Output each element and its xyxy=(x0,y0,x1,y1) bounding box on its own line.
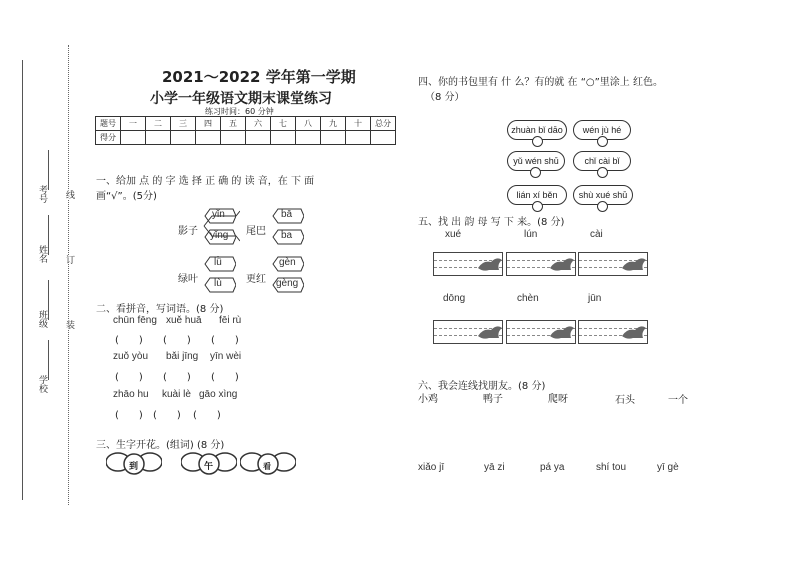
page-title: 小学一年级语文期末课堂练习 xyxy=(150,91,332,107)
q2-answer-bracket[interactable]: ( ) xyxy=(115,335,143,346)
binding-dotted-line xyxy=(68,45,69,505)
q1-option: yǐng xyxy=(210,230,229,241)
squirrel-icon xyxy=(619,252,649,274)
q3-title: 三、生字开花。(组词) (8 分) xyxy=(96,440,225,451)
title-year: 2021～2022 学年第一学期 xyxy=(162,68,356,86)
q4-fill-circle[interactable] xyxy=(532,136,543,147)
q1-title-line1: 一、给加 点 的 字 选 择 正 确 的 读 音，在 下 面 xyxy=(96,176,315,187)
q5-syllable: cài xyxy=(590,229,603,240)
q6-pinyin[interactable]: xiǎo jī xyxy=(418,462,445,473)
score-cell[interactable] xyxy=(146,131,171,145)
score-cell[interactable] xyxy=(121,131,146,145)
q4-fill-circle[interactable] xyxy=(532,201,543,212)
q3-char: 午 xyxy=(204,462,214,472)
q6-pinyin[interactable]: pá ya xyxy=(540,462,565,473)
score-col: 十 xyxy=(346,117,371,131)
q2-answer-bracket[interactable]: ( ) xyxy=(163,335,191,346)
q5-syllable: jūn xyxy=(588,293,602,304)
q2-pinyin: chūn fēng xyxy=(113,315,157,326)
q1-word: 影子 xyxy=(178,226,198,237)
q2-pinyin: yīn wèi xyxy=(210,351,242,362)
q2-answer-bracket[interactable]: ( ) xyxy=(163,372,191,383)
blank-line xyxy=(48,280,50,320)
score-col: 四 xyxy=(196,117,221,131)
exam-time: 练习时间：60 分钟 xyxy=(205,107,274,116)
q2-pinyin: bǎi jīng xyxy=(166,351,199,362)
q1-option-box[interactable] xyxy=(272,277,302,291)
margin-line-outer xyxy=(22,60,23,500)
blank-line xyxy=(48,215,50,255)
score-cell[interactable] xyxy=(296,131,321,145)
score-col: 六 xyxy=(246,117,271,131)
margin-label-school: 学校 xyxy=(37,375,47,393)
q4-title-line2: （8 分） xyxy=(425,92,465,103)
score-col: 一 xyxy=(121,117,146,131)
score-cell[interactable] xyxy=(371,131,396,145)
q5-syllable: chèn xyxy=(517,293,539,304)
q6-word[interactable]: 小鸡 xyxy=(418,394,438,405)
q1-option: lǜ xyxy=(214,257,222,268)
q2-answer-bracket[interactable]: ( ) xyxy=(115,410,143,421)
q4-fill-circle[interactable] xyxy=(597,201,608,212)
squirrel-icon xyxy=(547,320,577,342)
q1-option: yǐn xyxy=(212,209,225,220)
binding-mark-zhuang: 装 xyxy=(64,320,74,329)
score-cell[interactable] xyxy=(321,131,346,145)
q2-pinyin: gāo xìng xyxy=(199,389,238,400)
score-row-label: 题号 xyxy=(96,117,121,131)
q1-option-box[interactable] xyxy=(272,208,302,222)
q4-fill-circle[interactable] xyxy=(530,167,541,178)
q5-title: 五、找 出 韵 母 写 下 来。(8 分) xyxy=(418,217,565,228)
q4-item-label: lián xí běn xyxy=(516,190,558,200)
q1-option: lù xyxy=(214,278,222,289)
q2-pinyin: kuài lè xyxy=(162,389,191,400)
q1-option: bā xyxy=(281,209,293,220)
q2-answer-bracket[interactable]: ( ) xyxy=(153,410,181,421)
squirrel-icon xyxy=(475,252,505,274)
q4-fill-circle[interactable] xyxy=(597,136,608,147)
q6-word[interactable]: 爬呀 xyxy=(548,394,568,405)
q1-title-line2: 画“√”。(5分) xyxy=(96,191,157,202)
squirrel-icon xyxy=(547,252,577,274)
q1-option-box[interactable] xyxy=(204,208,234,222)
q6-word[interactable]: 鸭子 xyxy=(483,394,503,405)
score-row-label: 得分 xyxy=(96,131,121,145)
squirrel-icon xyxy=(475,320,505,342)
score-col: 七 xyxy=(271,117,296,131)
q1-option-box[interactable] xyxy=(204,277,234,291)
score-cell[interactable] xyxy=(196,131,221,145)
q4-item-label: wén jù hé xyxy=(582,125,622,135)
q5-syllable: lún xyxy=(524,229,538,240)
q6-word[interactable]: 一个 xyxy=(668,395,688,406)
q3-char: 到 xyxy=(129,462,139,472)
score-cell[interactable] xyxy=(221,131,246,145)
q1-option-box[interactable] xyxy=(272,256,302,270)
q2-pinyin: zhāo hu xyxy=(113,389,149,400)
q6-pinyin[interactable]: yī gè xyxy=(657,462,679,473)
q2-pinyin: fēi rù xyxy=(219,315,242,326)
q3-char: 看 xyxy=(263,462,271,471)
score-cell[interactable] xyxy=(271,131,296,145)
q1-option: ba xyxy=(281,230,293,241)
q2-answer-bracket[interactable]: ( ) xyxy=(211,372,239,383)
q2-answer-bracket[interactable]: ( ) xyxy=(211,335,239,346)
q1-option-box[interactable] xyxy=(272,229,302,243)
q6-pinyin[interactable]: yā zi xyxy=(484,462,505,473)
q2-answer-bracket[interactable]: ( ) xyxy=(115,372,143,383)
q4-fill-circle[interactable] xyxy=(597,167,608,178)
score-col: 九 xyxy=(321,117,346,131)
score-col: 二 xyxy=(146,117,171,131)
squirrel-icon xyxy=(619,320,649,342)
binding-mark-xian: 线 xyxy=(64,190,74,199)
margin-label-class: 班级 xyxy=(37,310,47,328)
score-cell[interactable] xyxy=(171,131,196,145)
q1-word: 尾巴 xyxy=(246,226,266,237)
q1-word: 绿叶 xyxy=(178,274,198,285)
q2-pinyin: xuě huā xyxy=(166,315,202,326)
blank-line xyxy=(48,340,50,380)
q5-syllable: dōng xyxy=(443,293,466,304)
q2-answer-bracket[interactable]: ( ) xyxy=(193,410,221,421)
q1-option: gèng xyxy=(276,278,299,289)
q1-word: 更红 xyxy=(246,274,266,285)
score-col: 八 xyxy=(296,117,321,131)
q2-pinyin: zuǒ yòu xyxy=(113,351,149,362)
score-cell[interactable] xyxy=(246,131,271,145)
blank-line xyxy=(48,150,50,190)
q1-option-box[interactable] xyxy=(204,229,234,243)
q1-option-box[interactable] xyxy=(204,256,234,270)
margin-label-name: 姓名 xyxy=(37,245,47,263)
q4-item-label: yǔ wén shū xyxy=(513,156,559,166)
margin-label-exam-no: 考号 xyxy=(37,185,47,203)
q4-item-label: zhuàn bǐ dāo xyxy=(511,125,563,135)
q4-title-line1: 四、你的书包里有 什 么？有的就 在 “○”里涂上 红色。 xyxy=(418,77,663,88)
q4-item-label: shù xué shū xyxy=(578,190,628,200)
score-total-label: 总分 xyxy=(371,117,396,131)
binding-mark-ding: 订 xyxy=(64,255,74,264)
q6-word[interactable]: 石头 xyxy=(615,395,635,406)
q4-item-label: chǐ cài bǐ xyxy=(584,156,620,166)
q2-title: 二、看拼音，写词语。(8 分) xyxy=(96,304,224,315)
q6-title: 六、我会连线找朋友。(8 分) xyxy=(418,381,546,392)
score-cell[interactable] xyxy=(346,131,371,145)
q5-syllable: xué xyxy=(445,229,462,240)
score-table xyxy=(95,116,396,145)
q1-option: gèn xyxy=(279,257,296,268)
score-col: 五 xyxy=(221,117,246,131)
score-col: 三 xyxy=(171,117,196,131)
q6-pinyin[interactable]: shí tou xyxy=(596,462,627,473)
